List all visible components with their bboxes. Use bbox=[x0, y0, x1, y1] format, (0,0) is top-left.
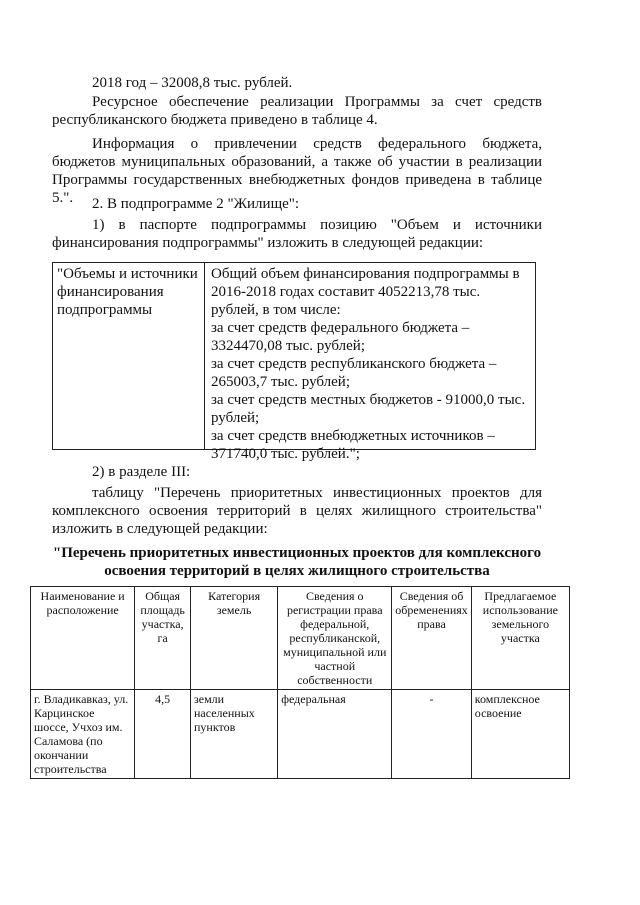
passport-local: за счет средств местных бюджетов - 91000,0 тыс. рублей; bbox=[211, 392, 526, 426]
header-ownership: Сведения о регистрации права федеральной, республиканской, муниципальной или частной собственности bbox=[278, 587, 392, 690]
passport-total: Общий объем финансирования подпрограммы в 2016-2018 годах составит 4052213,78 тыс. рублей, в том числе: bbox=[211, 266, 520, 318]
table-row bbox=[31, 690, 570, 779]
passport-extrabudget: за счет средств внебюджетных источников – 371740,0 тыс. рублей."; bbox=[211, 428, 495, 462]
passport-value bbox=[205, 263, 535, 462]
paragraph-subprogram-2: 2. В подпрограмме 2 "Жилище": bbox=[92, 196, 300, 212]
cell-ownership: федеральная bbox=[278, 690, 392, 779]
passport-table bbox=[52, 262, 536, 462]
paragraph-passport-change: 1) в паспорте подпрограммы позицию "Объем и источники финансирования подпрограммы" изложить в следующей редакции: bbox=[52, 217, 542, 251]
cell-area: 4,5 bbox=[135, 690, 191, 779]
paragraph-resource-provision: Ресурсное обеспечение реализации Программы за счет средств республиканского бюджета приведено в таблице 4. bbox=[52, 94, 542, 128]
cell-land-category: земли населенных пунктов bbox=[191, 690, 278, 779]
paragraph-section-3: 2) в разделе III: bbox=[92, 464, 191, 480]
paragraph-table-change: таблицу "Перечень приоритетных инвестиционных проектов для комплексного освоения территорий в целях жилищного строительства" изложить в следующей редакции: bbox=[52, 485, 542, 537]
passport-federal: за счет средств федерального бюджета – 3324470,08 тыс. рублей; bbox=[211, 320, 470, 354]
cell-name-location: г. Владикавказ, ул. Карцинское шоссе, Учхоз им. Саламова (по окончании строительства bbox=[31, 690, 135, 779]
header-name-location: Наименование и расположение bbox=[31, 587, 135, 690]
passport-label: "Объемы и источники финансирования подпрограммы bbox=[53, 263, 205, 449]
paragraph-federal-info: Информация о привлечении средств федерального бюджета, бюджетов муниципальных образований, а также об участии в реализации Программы государственных внебюджетных фондов приведена в таблице 5.". bbox=[52, 136, 542, 206]
table-title: "Перечень приоритетных инвестиционных проектов для комплексного освоения территорий в целях жилищного строительства bbox=[52, 545, 542, 579]
table-header-row bbox=[31, 587, 570, 690]
header-usage: Предлагаемое использование земельного участка bbox=[471, 587, 569, 690]
passport-republican: за счет средств республиканского бюджета – 265003,7 тыс. рублей; bbox=[211, 356, 497, 390]
header-encumbrance: Сведения об обременениях права bbox=[392, 587, 471, 690]
header-area: Общая площадь участка, га bbox=[135, 587, 191, 690]
cell-encumbrance: - bbox=[392, 690, 471, 779]
projects-table bbox=[30, 586, 570, 779]
header-land-category: Категория земель bbox=[191, 587, 278, 690]
paragraph-2018-amount: 2018 год – 32008,8 тыс. рублей. bbox=[92, 75, 293, 91]
cell-usage: комплексное освоение bbox=[471, 690, 569, 779]
